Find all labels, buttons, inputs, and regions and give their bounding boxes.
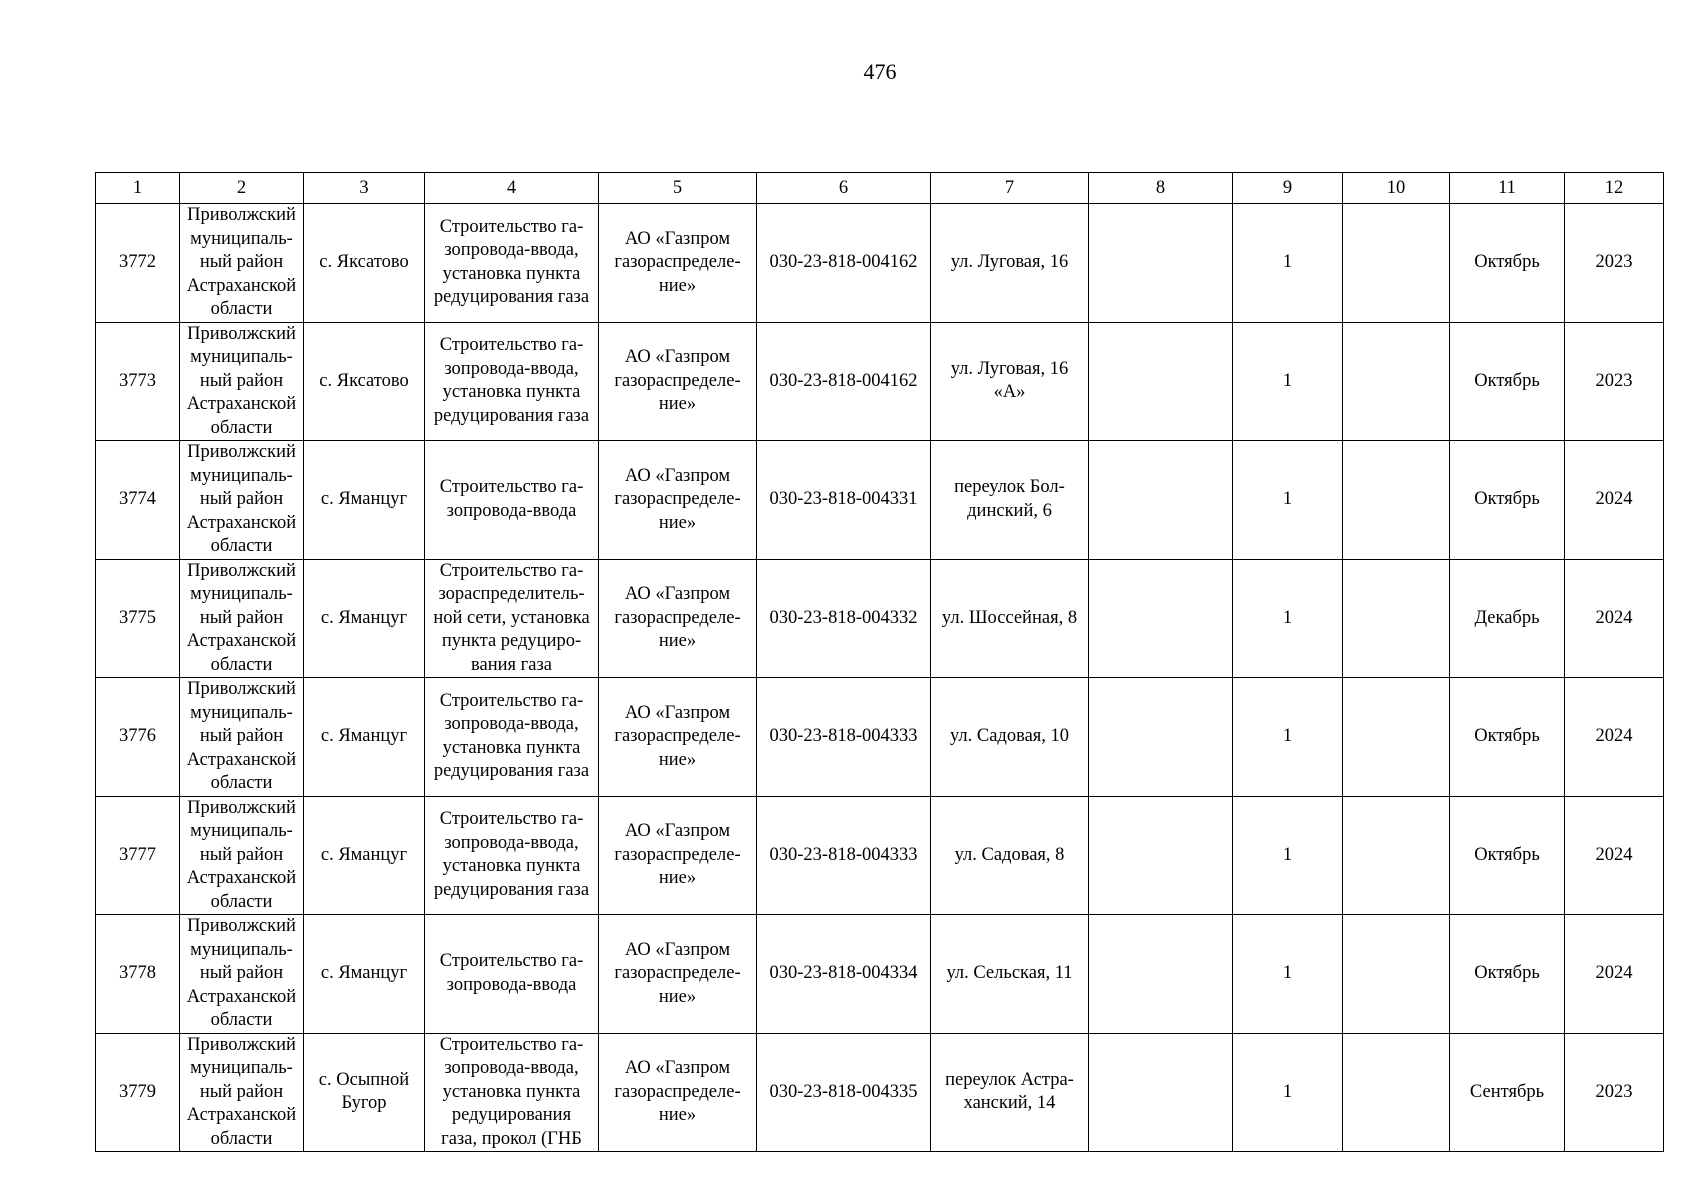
object-code-cell: 030-23-818-004331 <box>757 441 931 560</box>
count-cell: 1 <box>1233 441 1343 560</box>
month-cell: Октябрь <box>1450 796 1565 915</box>
column-number: 6 <box>757 173 931 204</box>
address-cell: ул. Луговая, 16 <box>931 204 1089 323</box>
district-cell: Приволжский муниципаль- ный район Астраханской области <box>180 678 304 797</box>
row-number-cell: 3776 <box>96 678 180 797</box>
object-code-cell: 030-23-818-004332 <box>757 559 931 678</box>
district-cell: Приволжский муниципаль- ный район Астраханской области <box>180 204 304 323</box>
empty-cell <box>1343 441 1450 560</box>
work-description-cell: Строительство га- зораспределитель- ной сети, установка пункта редуциро- вания газа <box>425 559 599 678</box>
month-cell: Октябрь <box>1450 678 1565 797</box>
column-number: 7 <box>931 173 1089 204</box>
district-cell: Приволжский муниципаль- ный район Астраханской области <box>180 796 304 915</box>
year-cell: 2023 <box>1565 322 1664 441</box>
count-cell: 1 <box>1233 1033 1343 1152</box>
column-number: 2 <box>180 173 304 204</box>
count-cell: 1 <box>1233 322 1343 441</box>
empty-cell <box>1343 322 1450 441</box>
settlement-cell: с. Яманцуг <box>304 559 425 678</box>
work-description-cell: Строительство га- зопровода-ввода, установка пункта редуцирования газа <box>425 322 599 441</box>
year-cell: 2024 <box>1565 796 1664 915</box>
address-cell: ул. Сельская, 11 <box>931 915 1089 1034</box>
address-cell: переулок Бол- динский, 6 <box>931 441 1089 560</box>
month-cell: Октябрь <box>1450 322 1565 441</box>
row-number-cell: 3777 <box>96 796 180 915</box>
row-number-cell: 3774 <box>96 441 180 560</box>
address-cell: ул. Садовая, 10 <box>931 678 1089 797</box>
month-cell: Декабрь <box>1450 559 1565 678</box>
settlement-cell: с. Яксатово <box>304 204 425 323</box>
empty-cell <box>1343 559 1450 678</box>
row-number-cell: 3779 <box>96 1033 180 1152</box>
district-cell: Приволжский муниципаль- ный район Астраханской области <box>180 1033 304 1152</box>
row-number-cell: 3773 <box>96 322 180 441</box>
object-code-cell: 030-23-818-004335 <box>757 1033 931 1152</box>
column-number: 11 <box>1450 173 1565 204</box>
empty-cell <box>1089 204 1233 323</box>
month-cell: Октябрь <box>1450 915 1565 1034</box>
column-number: 10 <box>1343 173 1450 204</box>
empty-cell <box>1089 322 1233 441</box>
address-cell: ул. Садовая, 8 <box>931 796 1089 915</box>
year-cell: 2024 <box>1565 915 1664 1034</box>
settlement-cell: с. Яманцуг <box>304 441 425 560</box>
empty-cell <box>1343 204 1450 323</box>
column-number: 4 <box>425 173 599 204</box>
organization-cell: АО «Газпром газораспределе- ние» <box>599 441 757 560</box>
district-cell: Приволжский муниципаль- ный район Астраханской области <box>180 441 304 560</box>
organization-cell: АО «Газпром газораспределе- ние» <box>599 915 757 1034</box>
count-cell: 1 <box>1233 559 1343 678</box>
address-cell: переулок Астра- ханский, 14 <box>931 1033 1089 1152</box>
table-row <box>96 204 1664 323</box>
row-number-cell: 3778 <box>96 915 180 1034</box>
district-cell: Приволжский муниципаль- ный район Астраханской области <box>180 559 304 678</box>
month-cell: Октябрь <box>1450 204 1565 323</box>
settlement-cell: с. Яманцуг <box>304 915 425 1034</box>
organization-cell: АО «Газпром газораспределе- ние» <box>599 796 757 915</box>
column-number: 8 <box>1089 173 1233 204</box>
settlement-cell: с. Яксатово <box>304 322 425 441</box>
year-cell: 2024 <box>1565 559 1664 678</box>
table-row <box>96 441 1664 560</box>
empty-cell <box>1343 796 1450 915</box>
work-description-cell: Строительство га- зопровода-ввода, установка пункта редуцирования газа <box>425 678 599 797</box>
empty-cell <box>1089 915 1233 1034</box>
year-cell: 2024 <box>1565 678 1664 797</box>
month-cell: Октябрь <box>1450 441 1565 560</box>
month-cell: Сентябрь <box>1450 1033 1565 1152</box>
column-number: 1 <box>96 173 180 204</box>
empty-cell <box>1343 915 1450 1034</box>
column-number: 12 <box>1565 173 1664 204</box>
work-description-cell: Строительство га- зопровода-ввода, установка пункта редуцирования газа <box>425 796 599 915</box>
district-cell: Приволжский муниципаль- ный район Астраханской области <box>180 322 304 441</box>
empty-cell <box>1089 1033 1233 1152</box>
year-cell: 2023 <box>1565 1033 1664 1152</box>
table-row <box>96 796 1664 915</box>
object-code-cell: 030-23-818-004334 <box>757 915 931 1034</box>
empty-cell <box>1343 1033 1450 1152</box>
work-description-cell: Строительство га- зопровода-ввода <box>425 441 599 560</box>
table-row <box>96 322 1664 441</box>
year-cell: 2024 <box>1565 441 1664 560</box>
count-cell: 1 <box>1233 678 1343 797</box>
empty-cell <box>1089 441 1233 560</box>
year-cell: 2023 <box>1565 204 1664 323</box>
empty-cell <box>1089 796 1233 915</box>
object-code-cell: 030-23-818-004333 <box>757 796 931 915</box>
work-description-cell: Строительство га- зопровода-ввода <box>425 915 599 1034</box>
table-row <box>96 915 1664 1034</box>
table-row <box>96 559 1664 678</box>
organization-cell: АО «Газпром газораспределе- ние» <box>599 322 757 441</box>
page-number: 476 <box>863 59 897 84</box>
work-description-cell: Строительство га- зопровода-ввода, установка пункта редуцирования газа, прокол (ГНБ <box>425 1033 599 1152</box>
settlement-cell: с. Яманцуг <box>304 678 425 797</box>
settlement-cell: с. Осыпной Бугор <box>304 1033 425 1152</box>
column-number: 5 <box>599 173 757 204</box>
organization-cell: АО «Газпром газораспределе- ние» <box>599 559 757 678</box>
data-table <box>95 172 1664 1152</box>
table-row <box>96 1033 1664 1152</box>
empty-cell <box>1343 678 1450 797</box>
row-number-cell: 3775 <box>96 559 180 678</box>
organization-cell: АО «Газпром газораспределе- ние» <box>599 678 757 797</box>
address-cell: ул. Луговая, 16 «А» <box>931 322 1089 441</box>
object-code-cell: 030-23-818-004333 <box>757 678 931 797</box>
table-row <box>96 678 1664 797</box>
settlement-cell: с. Яманцуг <box>304 796 425 915</box>
empty-cell <box>1089 678 1233 797</box>
district-cell: Приволжский муниципаль- ный район Астраханской области <box>180 915 304 1034</box>
column-number: 9 <box>1233 173 1343 204</box>
object-code-cell: 030-23-818-004162 <box>757 204 931 323</box>
count-cell: 1 <box>1233 204 1343 323</box>
organization-cell: АО «Газпром газораспределе- ние» <box>599 1033 757 1152</box>
count-cell: 1 <box>1233 796 1343 915</box>
work-description-cell: Строительство га- зопровода-ввода, установка пункта редуцирования газа <box>425 204 599 323</box>
organization-cell: АО «Газпром газораспределе- ние» <box>599 204 757 323</box>
empty-cell <box>1089 559 1233 678</box>
count-cell: 1 <box>1233 915 1343 1034</box>
column-number: 3 <box>304 173 425 204</box>
column-number-row <box>96 173 1664 204</box>
row-number-cell: 3772 <box>96 204 180 323</box>
object-code-cell: 030-23-818-004162 <box>757 322 931 441</box>
address-cell: ул. Шоссейная, 8 <box>931 559 1089 678</box>
